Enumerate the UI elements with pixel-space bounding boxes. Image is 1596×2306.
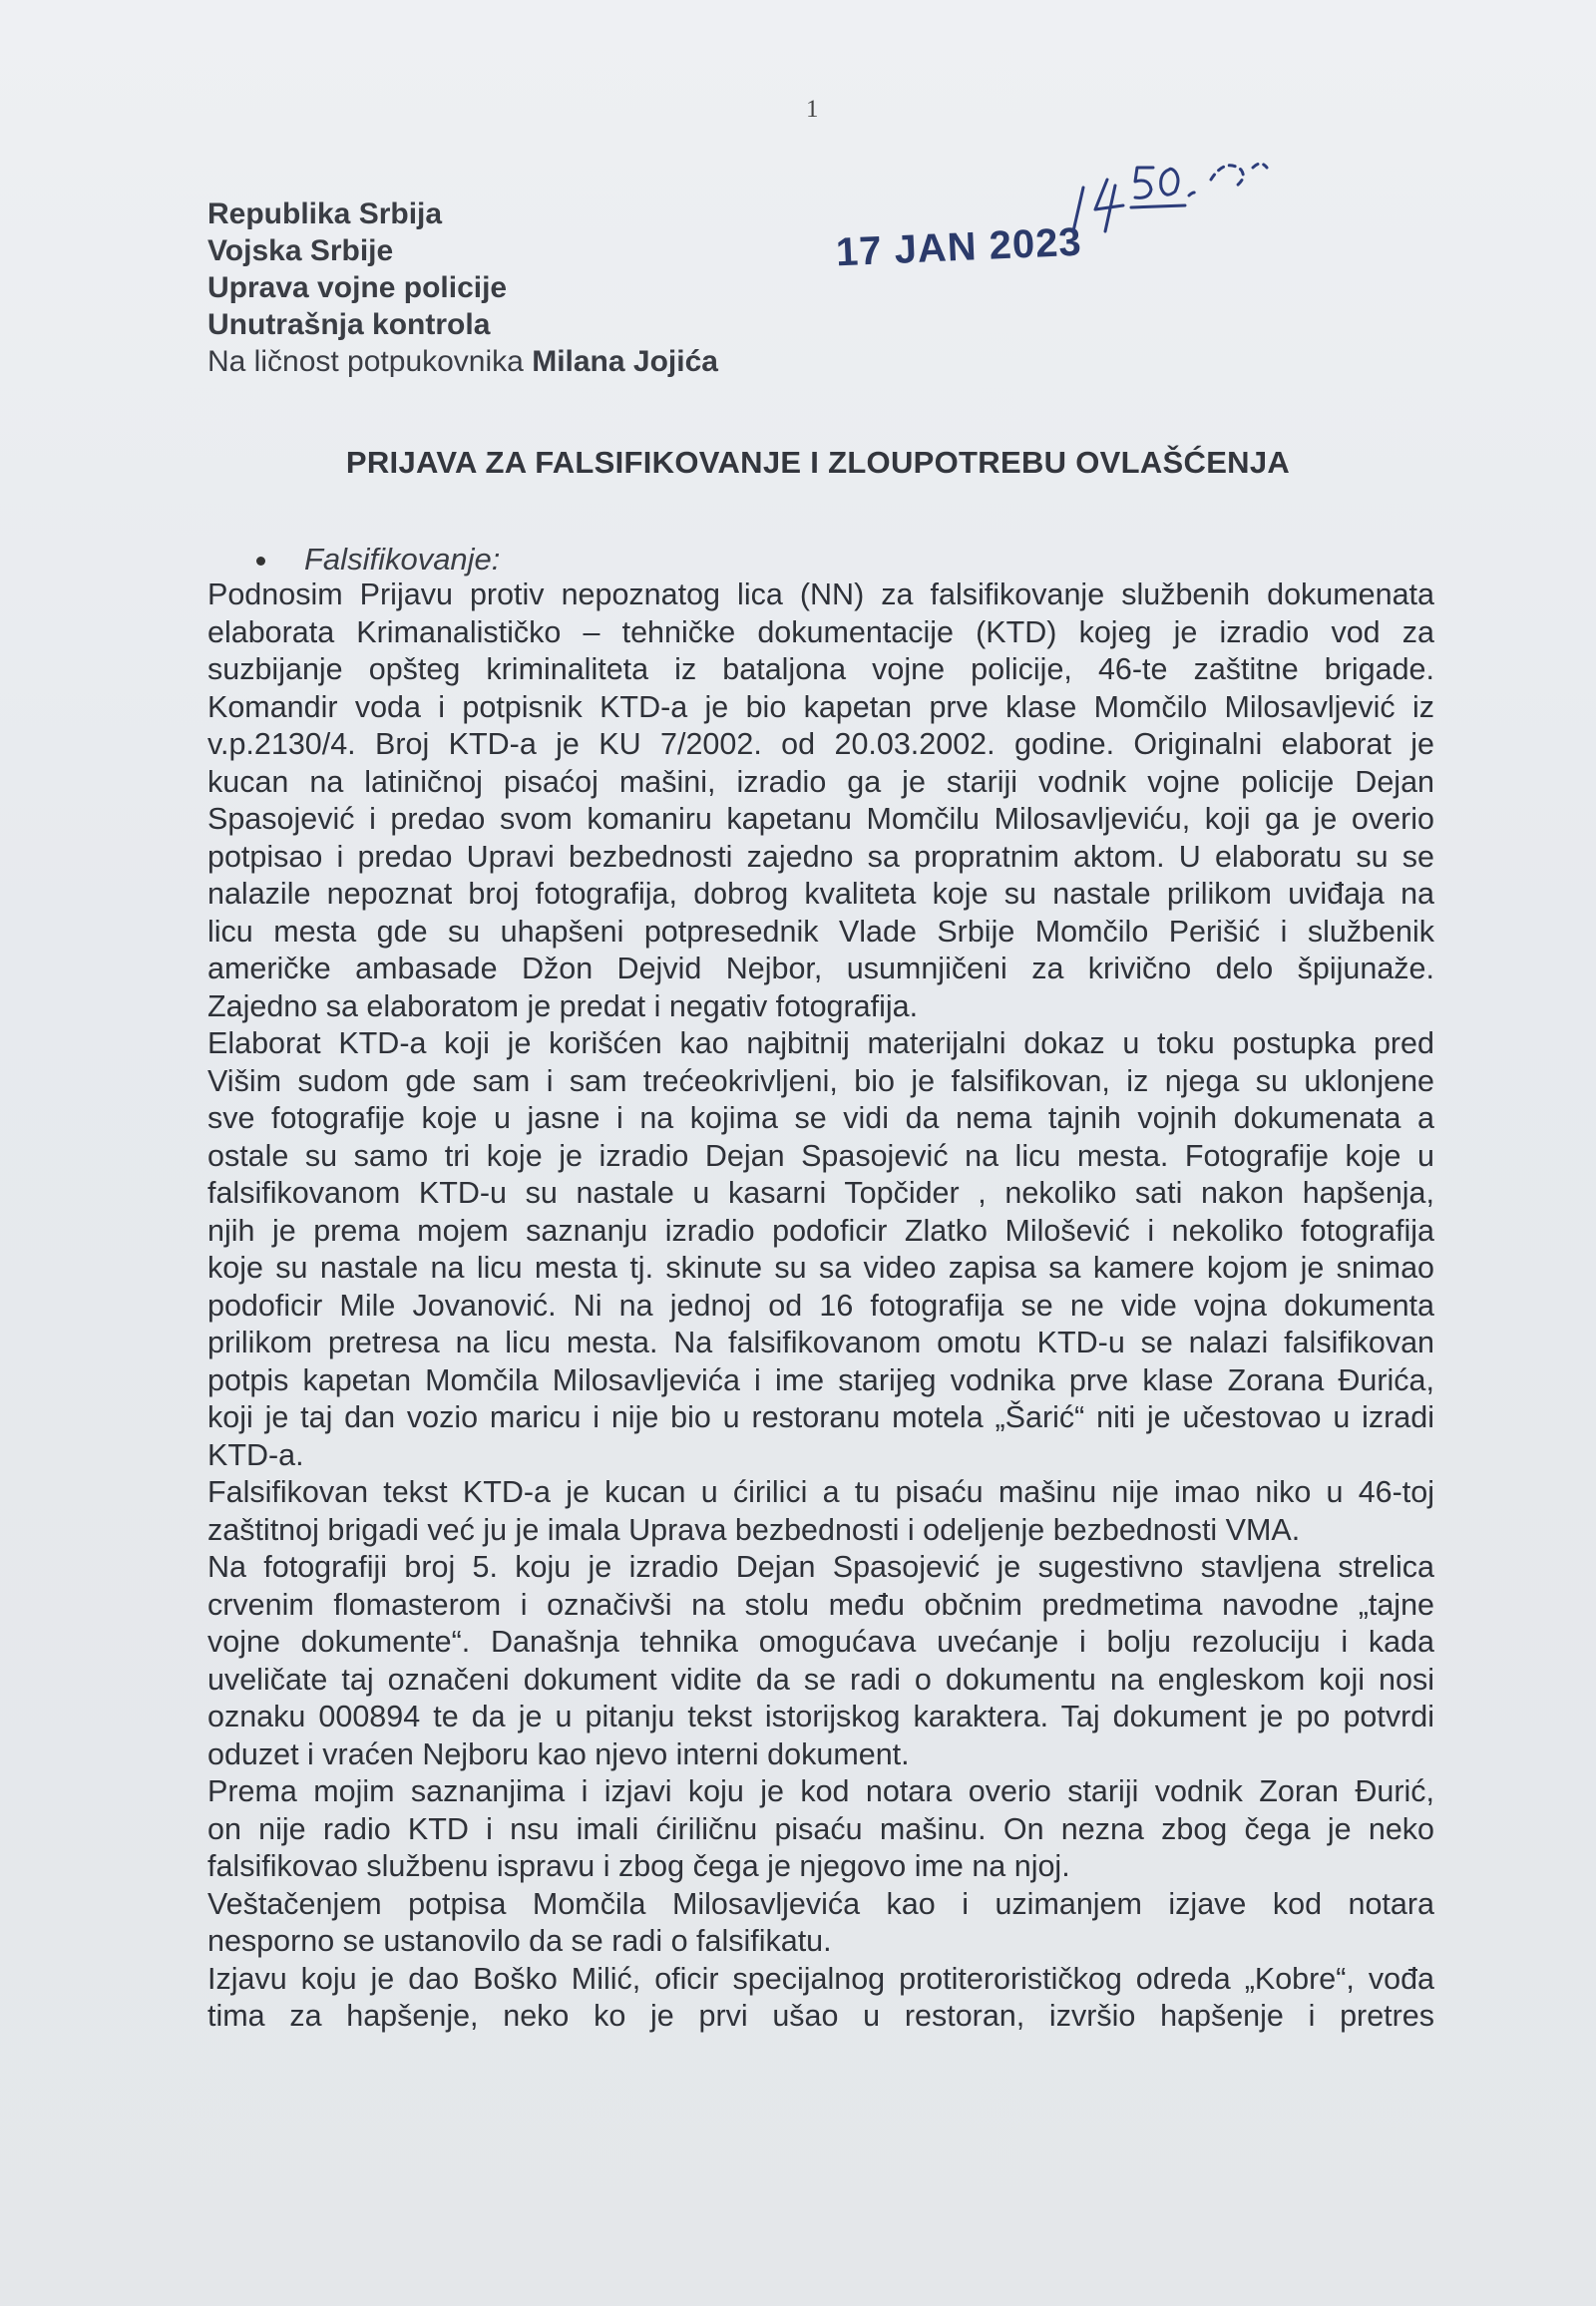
body-line: falsifikovao službenu ispravu i zbog čega je njegovo ime na njoj.: [207, 1849, 1070, 1883]
body-line: oduzet i vraćen Nejboru kao njevo interni dokument.: [207, 1736, 910, 1771]
body-line: nalazile nepoznat broj fotografija, dobrog kvaliteta koje su nastale prilikom uviđaja na: [207, 877, 1434, 911]
body-line: Na fotografiji broj 5. koju je izradio Dejan Spasojević je sugestivno stavljena strelica: [207, 1550, 1434, 1584]
recipient-prefix: Na ličnost potpukovnika: [207, 345, 524, 378]
body-line: prilikom pretresa na licu mesta. Na falsifikovanom omotu KTD-u se nalazi falsifikovan: [207, 1326, 1434, 1359]
body-line: Veštačenjem potpisa Momčila Milosavljevića kao i uzimanjem izjave kod notara: [207, 1886, 1434, 1921]
body-line: Spasojević i predao svom komaniru kapetanu Momčilu Milosavljeviću, koji ga je overio: [207, 802, 1434, 836]
body-line: tima za hapšenje, neko ko je prvi ušao u restoran, izvršio hapšenje i pretres: [207, 1999, 1434, 2033]
body-line: kucan na latiničnoj pisaćoj mašini, izradio ga je stariji vodnik vojne policije Dejan: [207, 764, 1434, 799]
body-line: licu mesta gde su uhapšeni potpresednik Vlade Srbije Momčilo Perišić i službenik: [207, 914, 1434, 949]
body-line: on nije radio KTD i nsu imali ćiriličnu pisaću mašinu. On nezna zbog čega je neko: [207, 1811, 1434, 1846]
body-line: oznaku 000894 te da je u pitanju tekst istorijskog karaktera. Taj dokument je po potvrdi: [207, 1700, 1434, 1733]
document-title: PRIJAVA ZA FALSIFIKOVANJE I ZLOUPOTREBU OVLAŠĆENJA: [345, 445, 1291, 480]
page-number: 1: [806, 96, 819, 123]
body-line: vojne dokumente“. Današnja tehnika omogućava uvećanje i bolju rezoluciju i kada: [207, 1625, 1434, 1659]
body-line: uveličate taj označeni dokument vidite da se radi o dokumentu na engleskom koji nosi: [207, 1662, 1434, 1697]
section-heading: Falsifikovanje:: [304, 542, 501, 576]
body-line: Komandir voda i potpisnik KTD-a je bio kapetan prve klase Momčilo Milosavljević iz: [207, 689, 1434, 724]
body-line: Zajedno sa elaboratom je predat i negativ fotografija.: [207, 988, 919, 1023]
body-line: koje su nastale na licu mesta tj. skinute su sa video zapisa sa kamere kojom je snimao: [207, 1251, 1434, 1285]
body-line: podoficir Mile Jovanović. Ni na jednoj od 16 fotografija se ne vide vojna dokumenta: [207, 1288, 1434, 1323]
body-line: ostale su samo tri koje je izradio Dejan Spasojević na licu mesta. Fotografije koje u: [207, 1138, 1434, 1173]
body-line: potpisao i predao Upravi bezbednosti zajedno sa propratnim aktom. U elaboratu su se: [207, 839, 1434, 874]
recipient-line: [207, 343, 718, 380]
date-stamp: 17 JAN 2023: [835, 219, 1083, 275]
body-text: [207, 576, 1434, 2036]
body-line: zaštitnoj brigadi već ju je imala Uprava bezbednosti i odeljenje bezbednosti VMA.: [207, 1512, 1301, 1547]
body-line: Falsifikovan tekst KTD-a je kucan u ćirilici a tu pisaću mašinu nije imao niko u 46-toj: [207, 1475, 1434, 1509]
bullet-icon: [256, 557, 265, 566]
body-line: Višim sudom gde sam i sam trećeokrivljeni, bio je falsifikovan, iz njega su uklonjene: [207, 1063, 1434, 1098]
recipient-name: Milana Jojića: [532, 345, 718, 378]
body-line: suzbijanje opšteg kriminaliteta iz bataljona vojne policije, 46-te zaštitne brigade.: [207, 652, 1434, 686]
body-line: potpis kapetan Momčila Milosavljevića i ime starijeg vodnika prve klase Zorana Đurića,: [207, 1362, 1434, 1397]
body-line: crvenim flomasterom i označivši na stolu među občnim predmetima navodne „tajne: [207, 1587, 1434, 1622]
body-line: Izjavu koju je dao Boško Milić, oficir specijalnog protiterorističkog odreda „Kobre“, vođa: [207, 1961, 1434, 1996]
body-line: njih je prema mojem saznanju izradio podoficir Zlatko Milošević i nekoliko fotografija: [207, 1213, 1434, 1248]
recipient-block: [207, 195, 718, 380]
body-line: Podnosim Prijavu protiv nepoznatog lica (NN) za falsifikovanje službenih dokumenata: [207, 577, 1434, 611]
recipient-line: Vojska Srbije: [207, 234, 394, 267]
handwritten-note: [1065, 150, 1295, 239]
body-line: KTD-a.: [207, 1437, 304, 1472]
body-line: elaborata Krimanalističko – tehničke dokumentacije (KTD) kojeg je izradio vod za: [207, 614, 1434, 649]
recipient-line: Unutrašnja kontrola: [207, 308, 491, 341]
body-line: falsifikovanom KTD-u su nastale u kasarni Topčider , nekoliko sati nakon hapšenja,: [207, 1176, 1434, 1210]
body-line: sve fotografije koje u jasne i na kojima se vidi da nema tajnih vojnih dokumenata a: [207, 1101, 1434, 1135]
recipient-line: Uprava vojne policije: [207, 271, 508, 304]
body-line: Elaborat KTD-a koji je korišćen kao najbitnij materijalni dokaz u toku postupka pred: [207, 1026, 1434, 1060]
body-line: koji je taj dan vozio maricu i nije bio u restoranu motela „Šarić“ niti je učestovao u izradi: [207, 1400, 1434, 1434]
body-line: Prema mojim saznanjima i izjavi koju je kod notara overio stariji vodnik Zoran Đurić,: [207, 1774, 1434, 1808]
body-line: v.p.2130/4. Broj KTD-a je KU 7/2002. od 20.03.2002. godine. Originalni elaborat je: [207, 727, 1434, 761]
body-line: američke ambasade Džon Dejvid Nejbor, usumnjičeni za krivično delo špijunaže.: [207, 952, 1434, 985]
recipient-line: Republika Srbija: [207, 197, 443, 230]
body-line: nesporno se ustanovilo da se radi o falsifikatu.: [207, 1924, 832, 1958]
